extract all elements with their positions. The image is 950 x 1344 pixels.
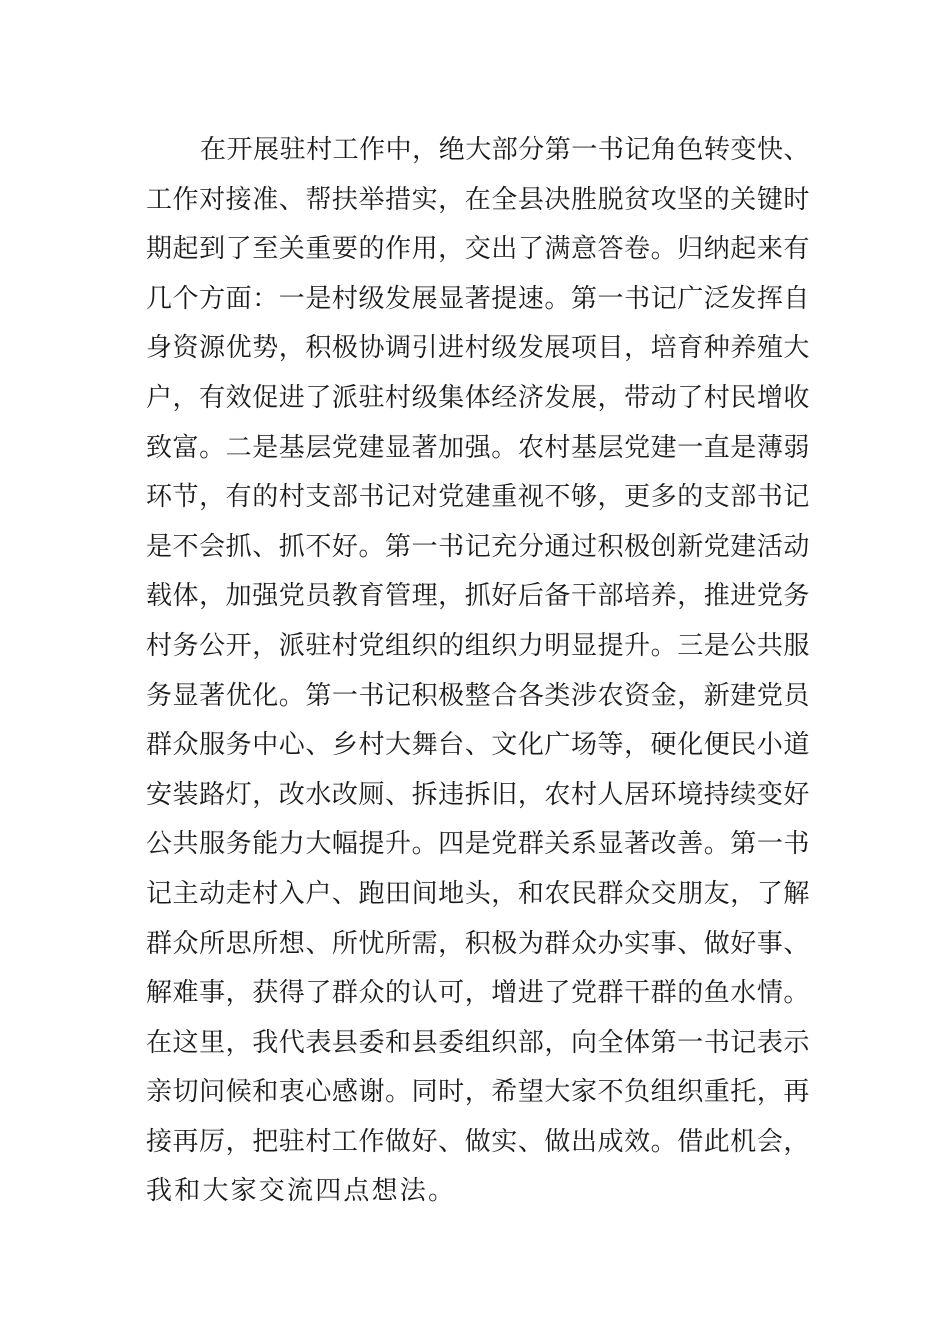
text-line: 环节，有的村支部书记对党建重视不够，更多的支部书记 [146,482,810,513]
text-line: 工作对接准、帮扶举措实，在全县决胜脱贫攻坚的关键时 [146,184,810,215]
text-line: 致富。二是基层党建显著加强。农村基层党建一直是薄弱 [146,432,810,463]
body-paragraph [146,126,810,1217]
text-line: 是不会抓、抓不好。第一书记充分通过积极创新党建活动 [146,531,810,562]
text-line: 在这里，我代表县委和县委组织部，向全体第一书记表示 [146,1027,810,1058]
text-line: 接再厉，把驻村工作做好、做实、做出成效。借此机会， [146,1126,810,1157]
text-line: 载体，加强党员教育管理，抓好后备干部培养，推进党务 [146,581,810,612]
text-line: 村务公开，派驻村党组织的组织力明显提升。三是公共服 [146,630,810,661]
text-line: 安装路灯，改水改厕、拆违拆旧，农村人居环境持续变好 [146,779,810,810]
text-line: 我和大家交流四点想法。 [146,1176,457,1207]
text-line: 期起到了至关重要的作用，交出了满意答卷。归纳起来有 [146,234,810,265]
text-line: 亲切问候和衷心感谢。同时，希望大家不负组织重托，再 [146,1077,810,1108]
text-line: 公共服务能力大幅提升。四是党群关系显著改善。第一书 [146,829,810,860]
text-line: 户，有效促进了派驻村级集体经济发展，带动了村民增收 [146,382,810,413]
text-line: 在开展驻村工作中，绝大部分第一书记角色转变快、 [200,135,810,165]
text-line: 身资源优势，积极协调引进村级发展项目，培育种养殖大 [146,333,810,364]
text-line: 几个方面：一是村级发展显著提速。第一书记广泛发挥自 [146,283,810,314]
text-line: 解难事，获得了群众的认可，增进了党群干群的鱼水情。 [146,978,810,1009]
text-line: 群众所思所想、所忧所需，积极为群众办实事、做好事、 [146,928,810,959]
text-line: 群众服务中心、乡村大舞台、文化广场等，硬化便民小道 [146,730,810,761]
text-line: 记主动走村入户、跑田间地头，和农民群众交朋友，了解 [146,878,810,909]
text-line: 务显著优化。第一书记积极整合各类涉农资金，新建党员 [146,680,810,711]
